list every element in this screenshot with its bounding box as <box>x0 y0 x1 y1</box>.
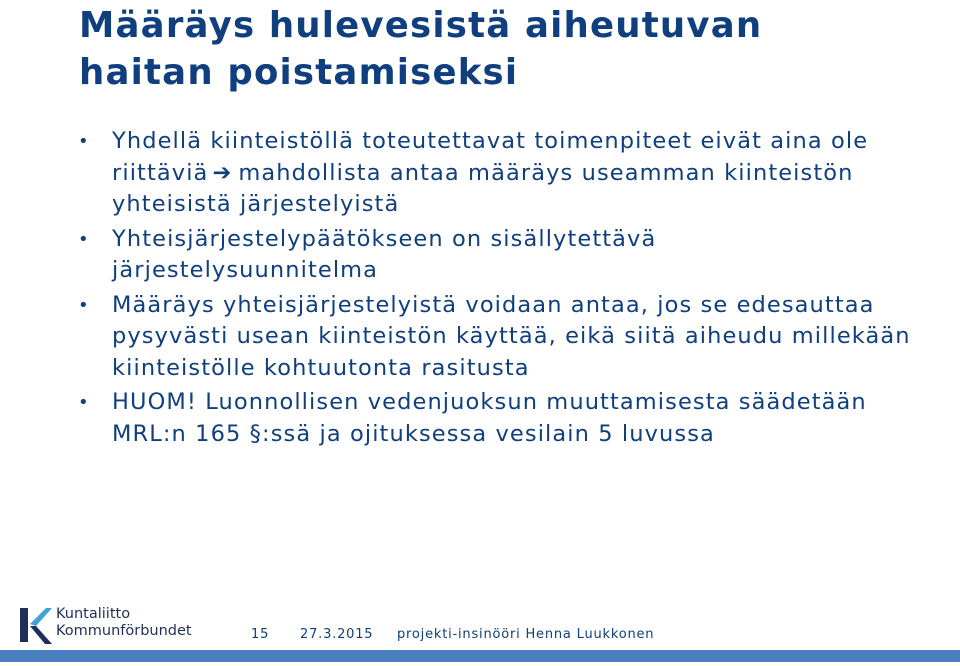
bullet-dot: • <box>78 131 90 152</box>
bullet-2-text: Yhteisjärjestelypäätökseen on sisällytettävä järjestelysuunnitelma <box>112 225 657 283</box>
footer <box>0 596 960 666</box>
logo-wordmark <box>56 606 192 640</box>
bullet-4-text: HUOM! Luonnollisen vedenjuoksun muuttamisesta säädetään MRL:n 165 §:ssä ja ojituksessa vesilain 5 luvussa <box>112 389 867 447</box>
bullet-1-text-start: Yhdellä kiinteistöllä toteutettavat toimenpiteet eivät aina ole riittäviä <box>112 128 869 186</box>
bullet-dot: • <box>78 392 90 413</box>
bullet-item-2 <box>78 224 918 287</box>
kuntaliitto-logo <box>18 604 192 646</box>
right-arrow-icon: ➔ <box>212 159 233 186</box>
footer-bar <box>0 650 960 662</box>
bullet-list <box>78 126 918 453</box>
footer-author: projekti-insinööri Henna Luukkonen <box>397 627 655 642</box>
logo-line-2: Kommunförbundet <box>56 623 192 639</box>
bullet-3-text: Määräys yhteisjärjestelyistä voidaan antaa, jos se edesauttaa pysyvästi usean kiinteistön käyttää, eikä siitä aiheudu millekään kiinteistölle kohtuutonta rasitusta <box>112 291 911 381</box>
bullet-item-4 <box>78 387 918 450</box>
title-line-2: haitan poistamiseksi <box>79 52 519 93</box>
footer-date: 27.3.2015 <box>300 627 374 642</box>
bullet-1-text-end: mahdollista antaa määräys useamman kiinteistön yhteisistä järjestelyistä <box>112 159 854 217</box>
kuntaliitto-logo-icon <box>18 604 52 646</box>
bullet-dot: • <box>78 228 90 250</box>
title-line-1: Määräys hulevesistä aiheutuvan <box>79 5 763 46</box>
slide-title <box>79 2 939 96</box>
logo-line-1: Kuntaliitto <box>56 606 131 622</box>
bullet-dot: • <box>78 294 90 316</box>
bullet-item-1 <box>78 126 918 221</box>
page-number: 15 <box>251 627 270 642</box>
bullet-item-3 <box>78 290 918 385</box>
